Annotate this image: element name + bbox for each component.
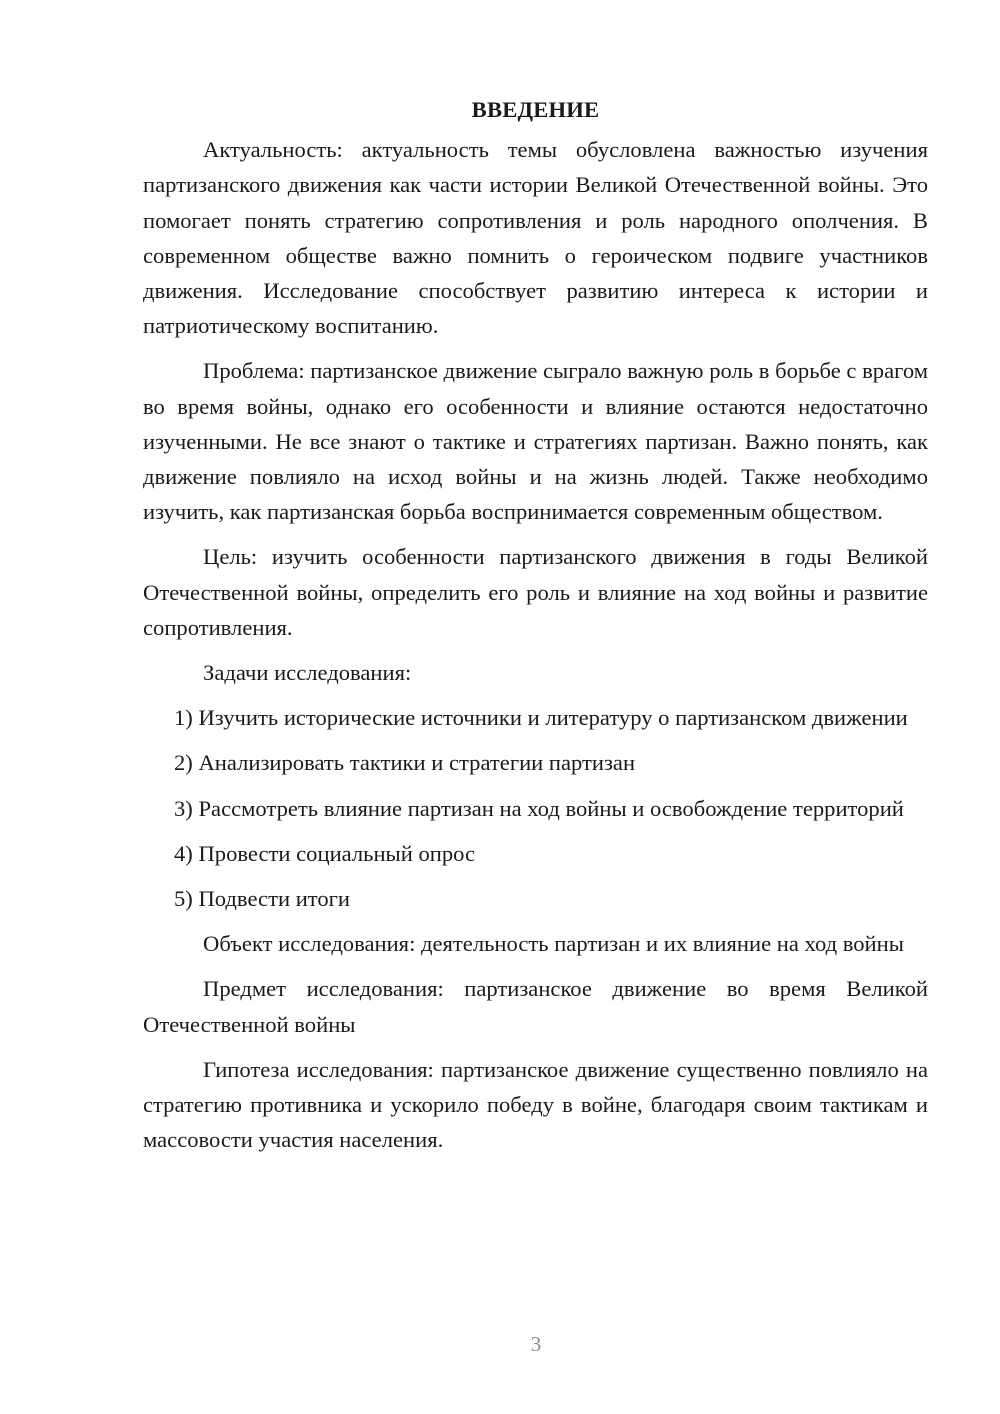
task-item-2: 2) Анализировать тактики и стратегии партизан [174, 750, 636, 776]
paragraph-problem: Проблема: партизанское движение сыграло важную роль в борьбе с врагом во время войны, однако его особенности и влияние остаются недостаточно изученными. Не все знают о тактике и стратегиях партизан. Важно понять, как движение повлияло на исход войны и на жизнь людей. Также необходимо изучить, как партизанская борьба воспринимается современным обществом. [143, 358, 928, 525]
paragraph-subject: Предмет исследования: партизанское движение во время Великой Отечественной войны [143, 976, 928, 1037]
paragraph-object: Объект исследования: деятельность партизан и их влияние на ход войны [203, 931, 904, 957]
document-page [143, 92, 928, 1167]
task-item-5: 5) Подвести итоги [174, 886, 351, 912]
tasks-heading: Задачи исследования: [203, 660, 412, 686]
task-item-4: 4) Провести социальный опрос [174, 840, 476, 866]
paragraph-goal: Цель: изучить особенности партизанского движения в годы Великой Отечественной войны, определить его роль и влияние на ход войны и развитие сопротивления. [143, 544, 928, 640]
section-title: ВВЕДЕНИЕ [471, 97, 600, 122]
task-item-3: 3) Рассмотреть влияние партизан на ход войны и освобождение территорий [174, 795, 904, 821]
paragraph-relevance: Актуальность: актуальность темы обусловлена важностью изучения партизанского движения как части истории Великой Отечественной войны. Это помогает понять стратегию сопротивления и роль народного ополчения. В современном обществе важно помнить о героическом подвиге участников движения. Исследование способствует развитию интереса к истории и патриотическому воспитанию. [143, 137, 928, 339]
paragraph-hypothesis: Гипотеза исследования: партизанское движение существенно повлияло на стратегию противника и ускорило победу в войне, благодаря своим тактикам и массовости участия населения. [143, 1056, 928, 1153]
task-item-1: 1) Изучить исторические источники и литературу о партизанском движении [174, 705, 908, 731]
page-number: 3 [530, 1332, 542, 1356]
